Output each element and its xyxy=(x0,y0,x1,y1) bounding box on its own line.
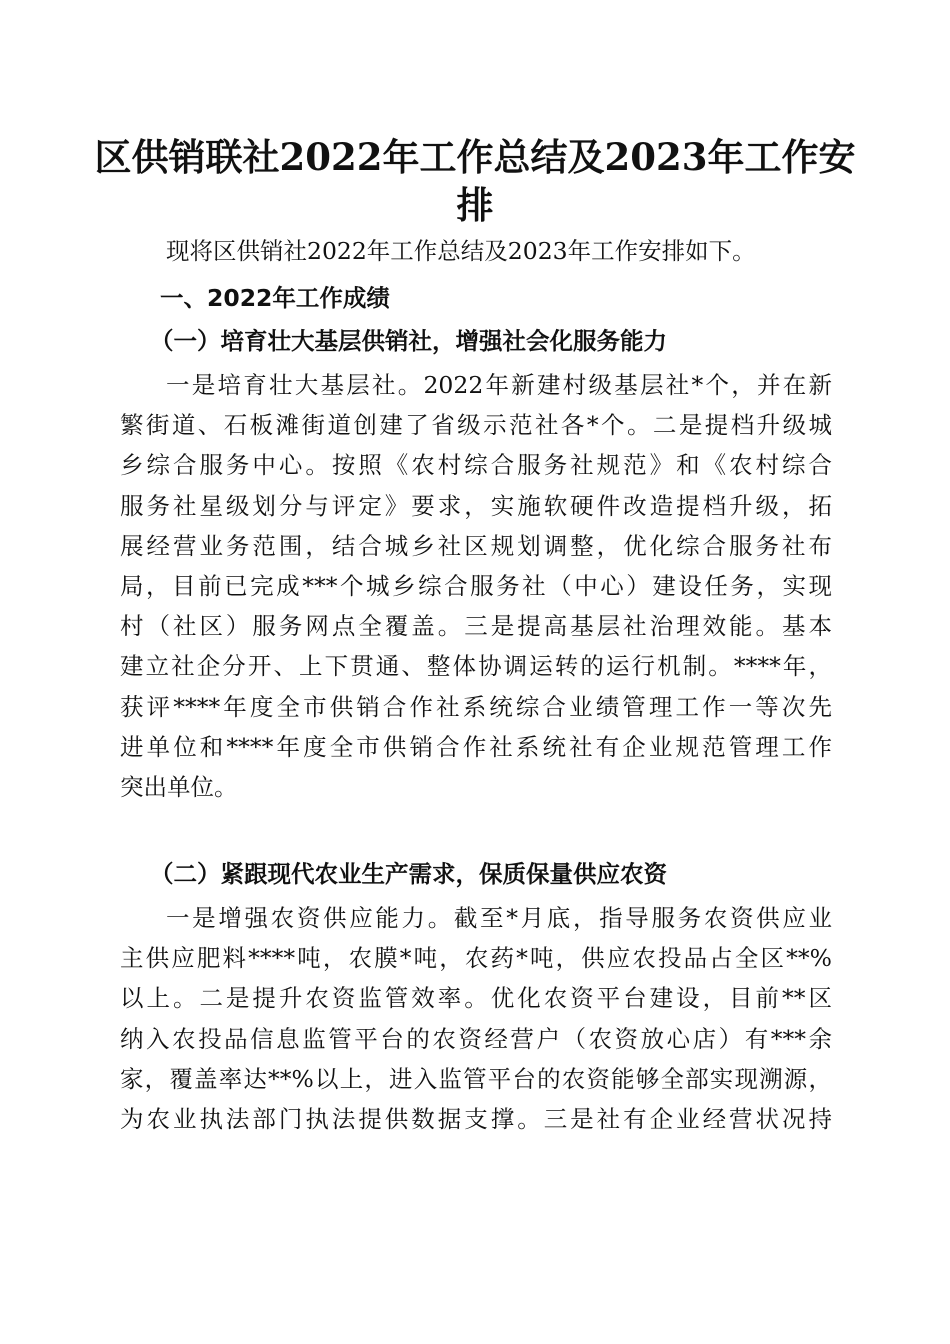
paragraph-line: 获评****年度全市供销合作社系统综合业绩管理工作一等次先 xyxy=(120,692,832,721)
paragraph-line: 突出单位。 xyxy=(120,773,238,801)
paragraph-line: 建立社企分开、上下贯通、整体协调运转的运行机制。****年， xyxy=(120,652,832,681)
paragraph-line: 乡综合服务中心。按照《农村综合服务社规范》和《农村综合 xyxy=(120,451,832,480)
section-heading-1: 一、2022年工作成绩 xyxy=(160,284,390,312)
paragraph-line: 纳入农投品信息监管平台的农资经营户（农资放心店）有***余 xyxy=(120,1024,832,1053)
document-title-line-1: 区供销联社2022年工作总结及2023年工作安 xyxy=(94,135,856,179)
paragraph-line: 为农业执法部门执法提供数据支撑。三是社有企业经营状况持 xyxy=(120,1105,832,1133)
paragraph-line: 进单位和****年度全市供销合作社系统社有企业规范管理工作 xyxy=(120,732,832,761)
paragraph-line: 以上。二是提升农资监管效率。优化农资平台建设，目前**区 xyxy=(120,984,832,1013)
subsection-heading-2: （二）紧跟现代农业生产需求，保质保量供应农资 xyxy=(150,860,667,888)
paragraph-line: 展经营业务范围，结合城乡社区规划调整，优化综合服务社布 xyxy=(120,531,832,560)
paragraph-line: 村（社区）服务网点全覆盖。三是提高基层社治理效能。基本 xyxy=(120,612,832,641)
paragraph-line: 一是增强农资供应能力。截至*月底，指导服务农资供应业 xyxy=(166,904,832,932)
paragraph-line: 一是培育壮大基层社。2022年新建村级基层社*个，并在新 xyxy=(166,371,832,399)
paragraph-line: 家，覆盖率达**%以上，进入监管平台的农资能够全部实现溯源， xyxy=(120,1064,832,1093)
subsection-heading-1: （一）培育壮大基层供销社，增强社会化服务能力 xyxy=(150,327,667,355)
paragraph-line: 局，目前已完成***个城乡综合服务社（中心）建设任务，实现 xyxy=(120,572,832,600)
document-title-line-2: 排 xyxy=(456,183,494,227)
paragraph-line: 主供应肥料****吨，农膜*吨，农药*吨，供应农投品占全区**% xyxy=(120,944,832,973)
paragraph-line: 服务社星级划分与评定》要求，实施软硬件改造提档升级，拓 xyxy=(120,491,832,520)
intro-paragraph: 现将区供销社2022年工作总结及2023年工作安排如下。 xyxy=(166,237,756,265)
paragraph-line: 繁街道、石板滩街道创建了省级示范社各*个。二是提档升级城 xyxy=(120,411,832,440)
